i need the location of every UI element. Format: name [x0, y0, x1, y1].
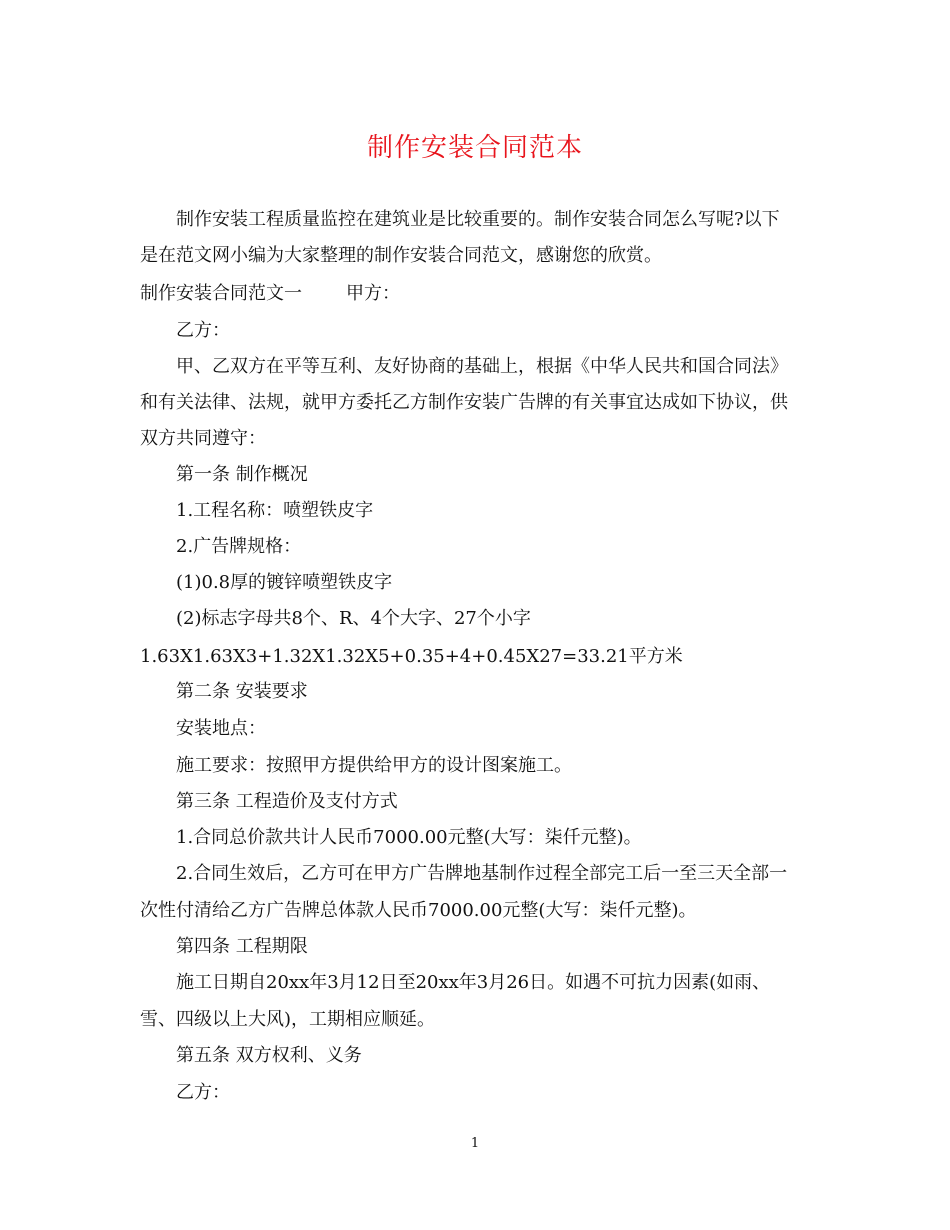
article-2-heading: 第二条 安装要求 — [176, 681, 308, 702]
preamble-line-3: 双方共同遵守： — [140, 428, 266, 449]
article-2-requirement: 施工要求：按照甲方提供给甲方的设计图案施工。 — [176, 755, 572, 776]
article-4-heading: 第四条 工程期限 — [176, 936, 308, 957]
intro-line-1: 制作安装工程质量监控在建筑业是比较重要的。制作安装合同怎么写呢?以下 — [176, 209, 780, 230]
party-b-label: 乙方： — [176, 320, 230, 341]
article-4-line-2: 雪、四级以上大风)，工期相应顺延。 — [140, 1009, 436, 1030]
party-a-label: 甲方： — [346, 283, 400, 304]
intro-line-2: 是在范文网小编为大家整理的制作安装合同范文，感谢您的欣赏。 — [140, 245, 662, 266]
preamble-line-1: 甲、乙双方在平等互利、友好协商的基础上，根据《中华人民共和国合同法》 — [176, 356, 788, 377]
article-1-item-1: 1.工程名称：喷塑铁皮字 — [176, 500, 374, 521]
article-2-location: 安装地点： — [176, 718, 266, 739]
article-1-heading: 第一条 制作概况 — [176, 464, 308, 485]
article-4-line-1: 施工日期自20xx年3月12日至20xx年3月26日。如遇不可抗力因素(如雨、 — [176, 972, 771, 993]
preamble-line-2: 和有关法律、法规，就甲方委托乙方制作安装广告牌的有关事宜达成如下协议，供 — [140, 392, 788, 413]
article-5-heading: 第五条 双方权利、义务 — [176, 1045, 362, 1066]
article-1-item-2b: (2)标志字母共8个、R、4个大字、27个小字 — [176, 608, 531, 629]
article-3-item-2-line-1: 2.合同生效后，乙方可在甲方广告牌地基制作过程全部完工后一至三天全部一 — [176, 863, 788, 884]
article-1-item-2a: (1)0.8厚的镀锌喷塑铁皮字 — [176, 572, 393, 593]
article-3-heading: 第三条 工程造价及支付方式 — [176, 791, 398, 812]
article-5-party-b: 乙方： — [176, 1082, 230, 1103]
document-title: 制作安装合同范本 — [366, 133, 583, 163]
article-3-item-1: 1.合同总价款共计人民币7000.00元整(大写：柒仟元整)。 — [176, 827, 642, 848]
article-1-item-2: 2.广告牌规格： — [176, 536, 302, 557]
article-3-item-2-line-2: 次性付清给乙方广告牌总体款人民币7000.00元整(大写：柒仟元整)。 — [140, 900, 697, 921]
article-1-formula: 1.63X1.63X3+1.32X1.32X5+0.35+4+0.45X27=33.21平方米 — [140, 646, 683, 667]
section-heading: 制作安装合同范文一 — [140, 283, 302, 304]
page-number: 1 — [470, 1136, 480, 1151]
